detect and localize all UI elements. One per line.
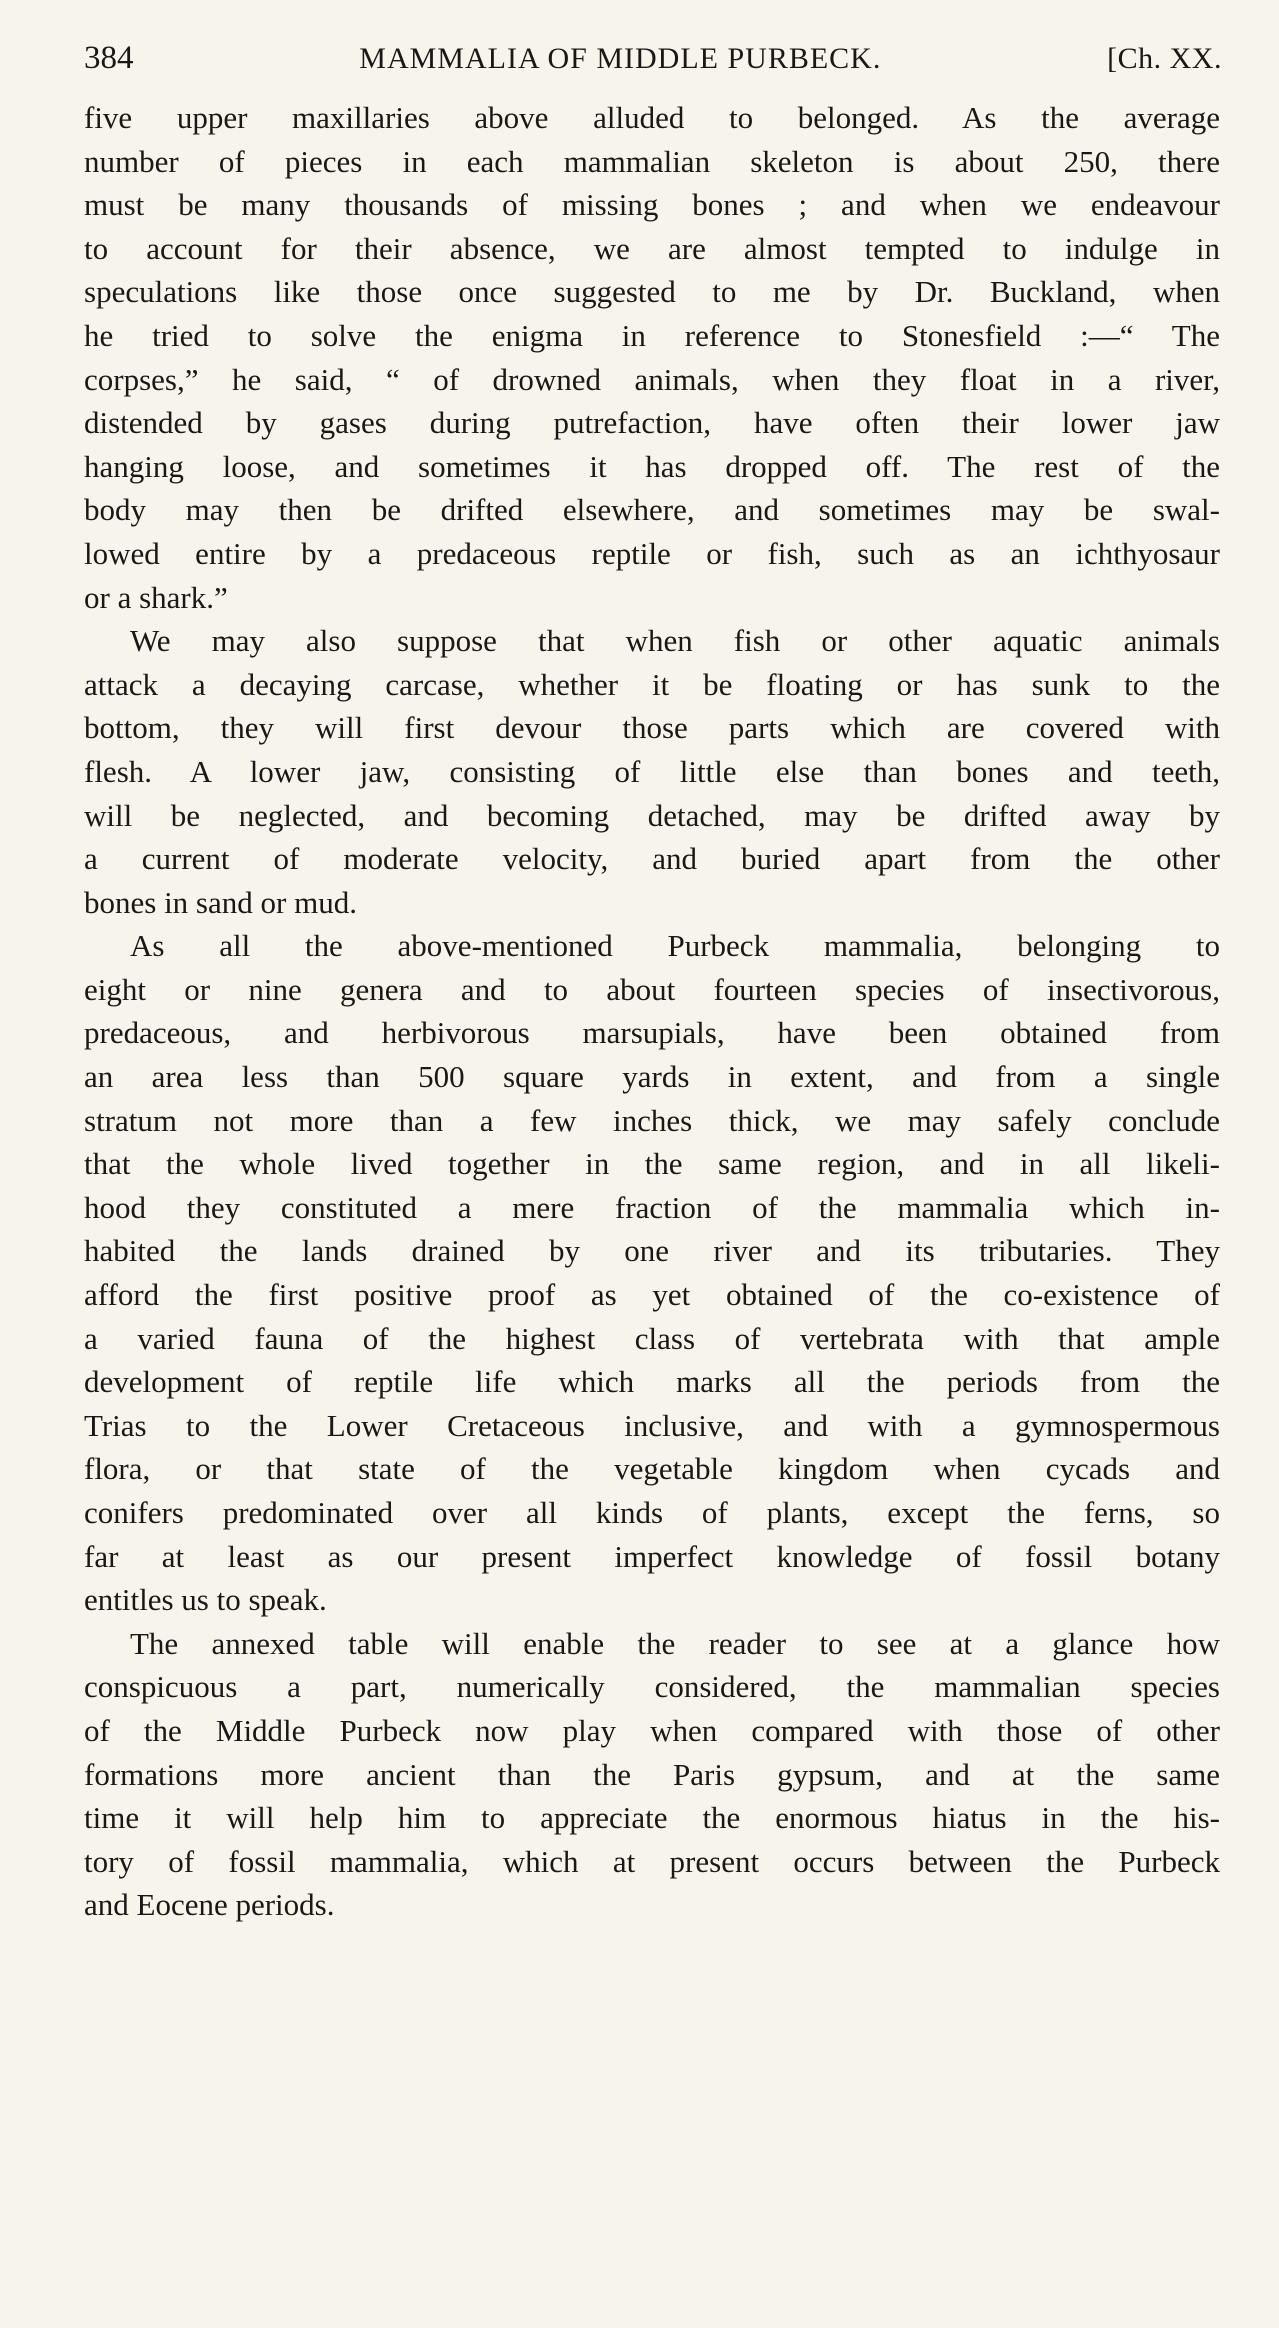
text-line: The annexed table will enable the reader to see at a glance how	[130, 1625, 1220, 1661]
text-line: eight or nine genera and to about fourteen species of insectivorous,	[84, 971, 1220, 1007]
running-title: MAMMALIA OF MIDDLE PURBECK.	[359, 42, 882, 75]
running-head	[84, 36, 1222, 80]
text-line: of the Middle Purbeck now play when compared with those of other	[84, 1712, 1220, 1748]
text-line: corpses,” he said, “ of drowned animals, when they float in a river,	[84, 361, 1220, 397]
text-line: predaceous, and herbivorous marsupials, have been obtained from	[84, 1015, 1220, 1051]
text-line: hood they constituted a mere fraction of the mammalia which in-	[84, 1189, 1220, 1225]
text-line: habited the lands drained by one river and its tributaries. They	[84, 1233, 1220, 1269]
body-text	[84, 96, 1220, 1927]
text-line: As all the above-mentioned Purbeck mammalia, belonging to	[130, 928, 1220, 964]
text-line: stratum not more than a few inches thick, we may safely conclude	[84, 1102, 1220, 1138]
text-line: lowed entire by a predaceous reptile or fish, such as an ichthyosaur	[84, 535, 1220, 571]
text-line: time it will help him to appreciate the enormous hiatus in the his-	[84, 1800, 1220, 1836]
text-line: body may then be drifted elsewhere, and sometimes may be swal-	[84, 492, 1220, 528]
text-line: We may also suppose that when fish or other aquatic animals	[130, 623, 1220, 659]
text-line: conifers predominated over all kinds of plants, except the ferns, so	[84, 1495, 1220, 1530]
text-line: five upper maxillaries above alluded to belonged. As the average	[84, 100, 1220, 135]
text-line: or a shark.”	[84, 579, 228, 615]
paragraph-3	[84, 924, 1220, 1622]
chapter-marker: [Ch. XX.	[1107, 42, 1222, 75]
text-line: flora, or that state of the vegetable kingdom when cycads and	[84, 1451, 1220, 1487]
text-line: far at least as our present imperfect knowledge of fossil botany	[84, 1538, 1220, 1574]
text-line: flesh. A lower jaw, consisting of little else than bones and teeth,	[84, 753, 1220, 789]
text-line: speculations like those once suggested to me by Dr. Buckland, when	[84, 274, 1220, 310]
text-line: tory of fossil mammalia, which at present occurs between the Purbeck	[84, 1843, 1220, 1879]
paragraph-2	[84, 619, 1220, 924]
text-line: an area less than 500 square yards in extent, and from a single	[84, 1059, 1220, 1095]
text-line: hanging loose, and sometimes it has dropped off. The rest of the	[84, 448, 1220, 484]
text-line: development of reptile life which marks all the periods from the	[84, 1364, 1220, 1400]
text-line: conspicuous a part, numerically considered, the mammalian species	[84, 1669, 1220, 1705]
text-line: Trias to the Lower Cretaceous inclusive, and with a gymnospermous	[84, 1407, 1220, 1443]
text-line: bones in sand or mud.	[84, 884, 357, 920]
text-line: he tried to solve the enigma in reference to Stonesfield :—“ The	[84, 317, 1220, 353]
text-line: to account for their absence, we are almost tempted to indulge in	[84, 230, 1220, 266]
text-line: a current of moderate velocity, and buried apart from the other	[84, 841, 1220, 877]
text-line: distended by gases during putrefaction, have often their lower jaw	[84, 405, 1220, 441]
text-line: afford the first positive proof as yet obtained of the co-existence of	[84, 1277, 1220, 1313]
text-line: formations more ancient than the Paris gypsum, and at the same	[84, 1756, 1220, 1792]
text-line: entitles us to speak.	[84, 1582, 327, 1618]
text-line: that the whole lived together in the same region, and in all likeli-	[84, 1146, 1220, 1182]
text-line: attack a decaying carcase, whether it be floating or has sunk to the	[84, 666, 1220, 702]
text-line: a varied fauna of the highest class of vertebrata with that ample	[84, 1320, 1220, 1356]
text-line: and Eocene periods.	[84, 1887, 335, 1923]
text-line: will be neglected, and becoming detached, may be drifted away by	[84, 797, 1220, 833]
page-number: 384	[84, 40, 134, 76]
text-line: bottom, they will first devour those parts which are covered with	[84, 710, 1220, 746]
text-line: number of pieces in each mammalian skeleton is about 250, there	[84, 143, 1220, 179]
paragraph-4	[84, 1622, 1220, 1927]
text-line: must be many thousands of missing bones ; and when we endeavour	[84, 187, 1220, 223]
paragraph-1	[84, 96, 1220, 619]
